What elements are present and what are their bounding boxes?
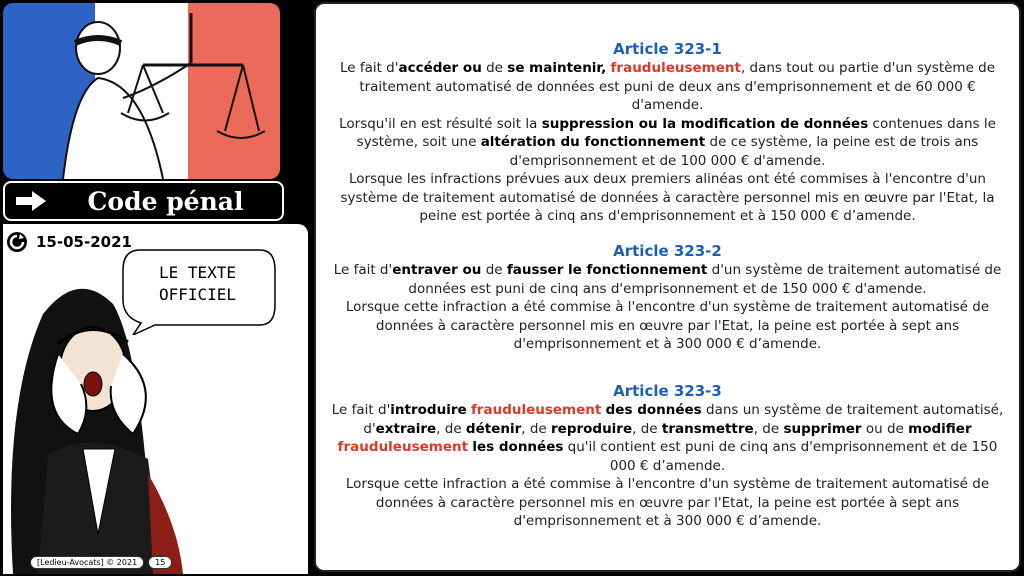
bubble-line-2: OFFICIEL	[158, 285, 237, 304]
refresh-icon	[6, 231, 28, 253]
date-label: 15-05-2021	[36, 233, 132, 251]
article-323-3	[316, 382, 1019, 531]
speech-bubble-text	[130, 262, 265, 306]
credit-label: [Ledieu-Avocats] © 2021	[30, 556, 144, 569]
article-paragraph: Lorsque cette infraction a été commise à l'encontre d'un système de traitement automatisé de données à caractère personnel mis en œuvre par l'Etat, la peine est portée à sept ans d'emprisonnement et à 300 000 € d’amende.	[345, 299, 990, 352]
article-paragraph: Le fait d'introduire frauduleusement des données dans un système de traitement automatisé, d'extraire, de détenir, de reproduire, de transmettre, de supprimer ou de modifier frauduleusement les données qu'il contient est puni de cinq ans d'emprisonnement et de 150 000 € d’amende.	[331, 402, 1004, 474]
bubble-line-1: LE TEXTE	[158, 263, 237, 282]
footer	[30, 556, 172, 569]
article-title: Article 323-2	[613, 242, 722, 260]
page-number: 15	[148, 556, 172, 569]
arrow-right-icon	[13, 191, 49, 211]
article-title: Article 323-1	[613, 40, 722, 58]
article-title: Article 323-3	[613, 382, 722, 400]
lady-justice-illustration	[3, 3, 280, 179]
article-paragraph: Lorsque les infractions prévues aux deux premiers alinéas ont été commises à l'encontre d'un système de traitement automatisé de données à caractère personnel mis en œuvre par l'Etat, la peine est portée à cinq ans d'emprisonnement et à 150 000 € d’amende.	[340, 171, 995, 224]
article-paragraph: Lorsqu'il en est résulté soit la suppression ou la modification de données contenues dans le système, soit une altération du fonctionnement de ce système, la peine est de trois ans d'emprisonnement et de 100 000 € d'amende.	[339, 115, 996, 169]
article-paragraph: Le fait d'accéder ou de se maintenir, frauduleusement, dans tout ou partie d'un système de traitement automatisé de données est puni de deux ans d'emprisonnement et de 60 000 € d'amende.	[339, 60, 996, 113]
banner-title: Code pénal	[87, 186, 244, 216]
date-row	[6, 231, 132, 253]
article-323-1	[316, 40, 1019, 226]
article-paragraph: Lorsque cette infraction a été commise à l'encontre d'un système de traitement automatisé de données à caractère personnel mis en œuvre par l'Etat, la peine est portée à sept ans d'emprisonnement et à 300 000 € d’amende.	[345, 476, 990, 529]
article-paragraph: Le fait d'entraver ou de fausser le fonctionnement d'un système de traitement automatisé de données est puni de cinq ans d'emprisonnement et de 150 000 € d'amende.	[333, 262, 1002, 297]
articles-panel	[314, 2, 1021, 572]
article-323-2	[316, 242, 1019, 354]
code-penal-banner	[3, 181, 284, 221]
